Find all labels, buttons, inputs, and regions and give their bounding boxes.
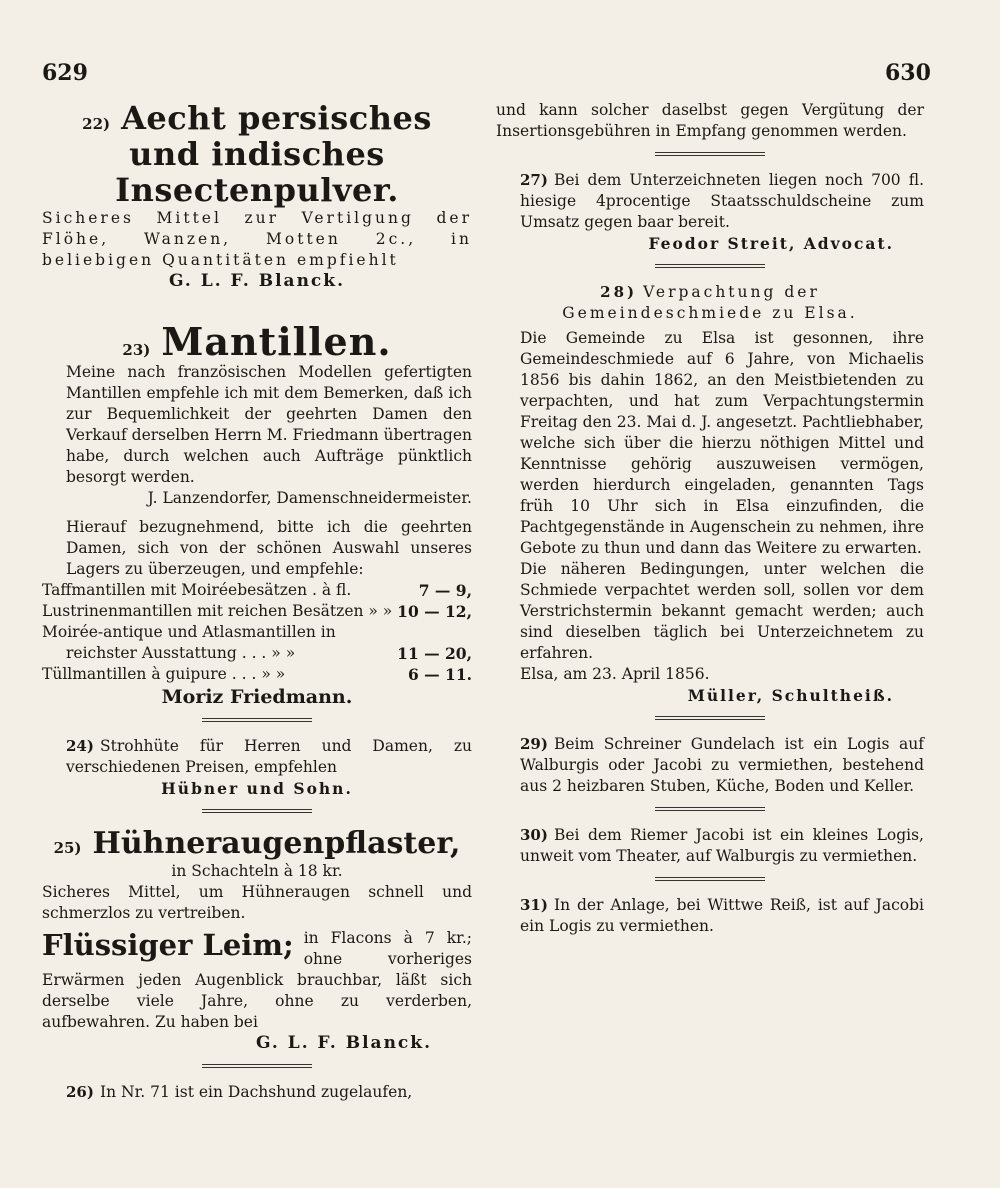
ad-signature: Müller, Schultheiß.	[687, 686, 894, 705]
divider	[202, 1064, 312, 1068]
ad-signature: Hübner und Sohn.	[161, 779, 353, 798]
ad-body-2: Die näheren Bedingungen, unter welchen die Schmiede verpachtet werden soll, sollen vor dem Verstrichstermin bekannt gemacht werden; auch sind dieselben täglich bei Unterzeichnetem zu erfahren.	[520, 560, 924, 662]
ad-title: Hühneraugenpflaster,	[92, 826, 461, 861]
ad-body: Meine nach französischen Modellen gefertigten Mantillen empfehle ich mit dem Bemerken, daß ich zur Bequemlichkeit der geehrten Damen den Verkauf derselben Herrn M. Friedmann übertragen habe, durch welchen auch Aufträge pünktlich besorgt werden.	[66, 363, 472, 486]
divider	[202, 809, 312, 813]
left-column	[42, 100, 472, 1117]
ad-body: In der Anlage, bei Wittwe Reiß, ist auf Jacobi ein Logis zu vermiethen.	[520, 896, 924, 935]
ad-number: 26)	[66, 1083, 94, 1101]
ad-body-2: in Flacons à 7 kr.; ohne vorheriges Erwärmen jeden Augenblick brauchbar, läßt sich derselbe viele Jahre, ohne zu verderben, aufbewahren. Zu haben bei	[42, 929, 472, 1031]
ad-title: Aecht persisches und indisches	[121, 99, 432, 173]
divider	[202, 718, 312, 722]
divider	[655, 264, 765, 268]
ad-title: Mantillen.	[161, 319, 392, 364]
continuation-text: und kann solcher daselbst gegen Vergütung der Insertionsgebühren in Empfang genommen werden.	[496, 101, 924, 140]
ad-body: Sicheres Mittel zur Vertilgung der Flöhe, Wanzen, Motten 2c., in beliebigen Quantitäten empfiehlt	[42, 209, 472, 269]
ad-body: Beim Schreiner Gundelach ist ein Logis auf Walburgis oder Jacobi zu vermiethen, bestehend aus 2 heizbaren Stuben, Küche, Boden und Keller.	[520, 735, 924, 795]
divider	[655, 807, 765, 811]
ad-number: 23)	[122, 341, 151, 359]
ad-title: Verpachtung der Gemeindeschmiede zu Elsa.	[562, 283, 858, 322]
price-row: Tüllmantillen à guipure . . . » » 6 — 11.	[42, 665, 472, 684]
right-column	[496, 100, 924, 951]
ad-signature: G. L. F. Blanck.	[169, 271, 345, 291]
ad-number: 24)	[66, 737, 94, 755]
ad-number: 25)	[53, 839, 82, 857]
ad-body: Strohhüte für Herren und Damen, zu verschiedenen Preisen, empfehlen	[66, 737, 472, 776]
ad-number: 22)	[82, 115, 111, 133]
ad-body: Bei dem Unterzeichneten liegen noch 700 fl. hiesige 4procentige Staatsschuldscheine zum Umsatz gegen baar bereit.	[520, 171, 924, 231]
price-row: Lustrinenmantillen mit reichen Besätzen » » 10 — 12,	[42, 602, 472, 621]
divider	[655, 716, 765, 720]
price-row: Taffmantillen mit Moiréebesätzen . à fl. 7 — 9,	[42, 581, 472, 600]
page-number-left: 629	[42, 60, 88, 86]
ad-31	[496, 895, 924, 937]
ad-body: Die Gemeinde zu Elsa ist gesonnen, ihre Gemeindeschmiede auf 6 Jahre, von Michaelis 1856 bis dahin 1862, an den Meistbietenden zu verpachten, und hat zum Verpachtungstermin Freitag den 23. Mai d. J. angesetzt. Pachtliebhaber, welche sich über die hierzu nöthigen Mittel und Kenntnisse gehörig auszuweisen vermögen, werden hierdurch eingeladen, genannten Tags früh 10 Uhr sich in Elsa einzufinden, die Pachtgegenstände in Augenschein zu nehmen, ihre Gebote zu thun und dann das Weitere zu erwarten.	[520, 329, 924, 557]
ad-title-2: Flüssiger Leim;	[42, 928, 294, 962]
ad-body: Bei dem Riemer Jacobi ist ein kleines Logis, unweit vom Theater, auf Walburgis zu vermiethen.	[520, 826, 924, 865]
ad-body: In Nr. 71 ist ein Dachshund zugelaufen,	[99, 1083, 413, 1101]
ad-27	[496, 170, 924, 268]
ad-place-date: Elsa, am 23. April 1856.	[520, 665, 710, 683]
ad-number: 29)	[520, 735, 548, 753]
ad-28	[496, 282, 924, 720]
ad-body: Sicheres Mittel, um Hühneraugen schnell und schmerzlos zu vertreiben.	[42, 883, 472, 922]
ad-30	[496, 825, 924, 881]
ad-number: 30)	[520, 826, 548, 844]
ad-23	[42, 319, 472, 722]
price-row: Moirée-antique und Atlasmantillen in	[42, 623, 336, 641]
divider	[655, 877, 765, 881]
ad-22	[42, 100, 472, 292]
ad-24	[42, 736, 472, 813]
ad-number: 28)	[600, 283, 638, 301]
ad-signature-2: Moriz Friedmann.	[161, 686, 353, 708]
ad-subtitle: in Schachteln à 18 kr.	[171, 862, 343, 880]
page-number-right: 630	[885, 60, 931, 86]
ad-26	[42, 1082, 472, 1103]
ad-29	[496, 734, 924, 811]
ad-title-line2: Insectenpulver.	[115, 171, 399, 209]
price-list	[42, 580, 472, 685]
ad-signature: J. Lanzendorfer, Damenschneidermeister.	[147, 489, 472, 507]
price-row: reichster Ausstattung . . . » » 11 — 20,	[66, 644, 472, 663]
ad-body-2: Hierauf bezugnehmend, bitte ich die geehrten Damen, sich von der schönen Auswahl unseres Lagers zu überzeugen, und empfehle:	[66, 518, 472, 578]
divider	[655, 152, 765, 156]
ad-number: 31)	[520, 896, 548, 914]
ad-25	[42, 827, 472, 1068]
ad-signature: G. L. F. Blanck.	[256, 1033, 432, 1053]
ad-number: 27)	[520, 171, 548, 189]
ad-signature: Feodor Streit, Advocat.	[648, 234, 894, 253]
